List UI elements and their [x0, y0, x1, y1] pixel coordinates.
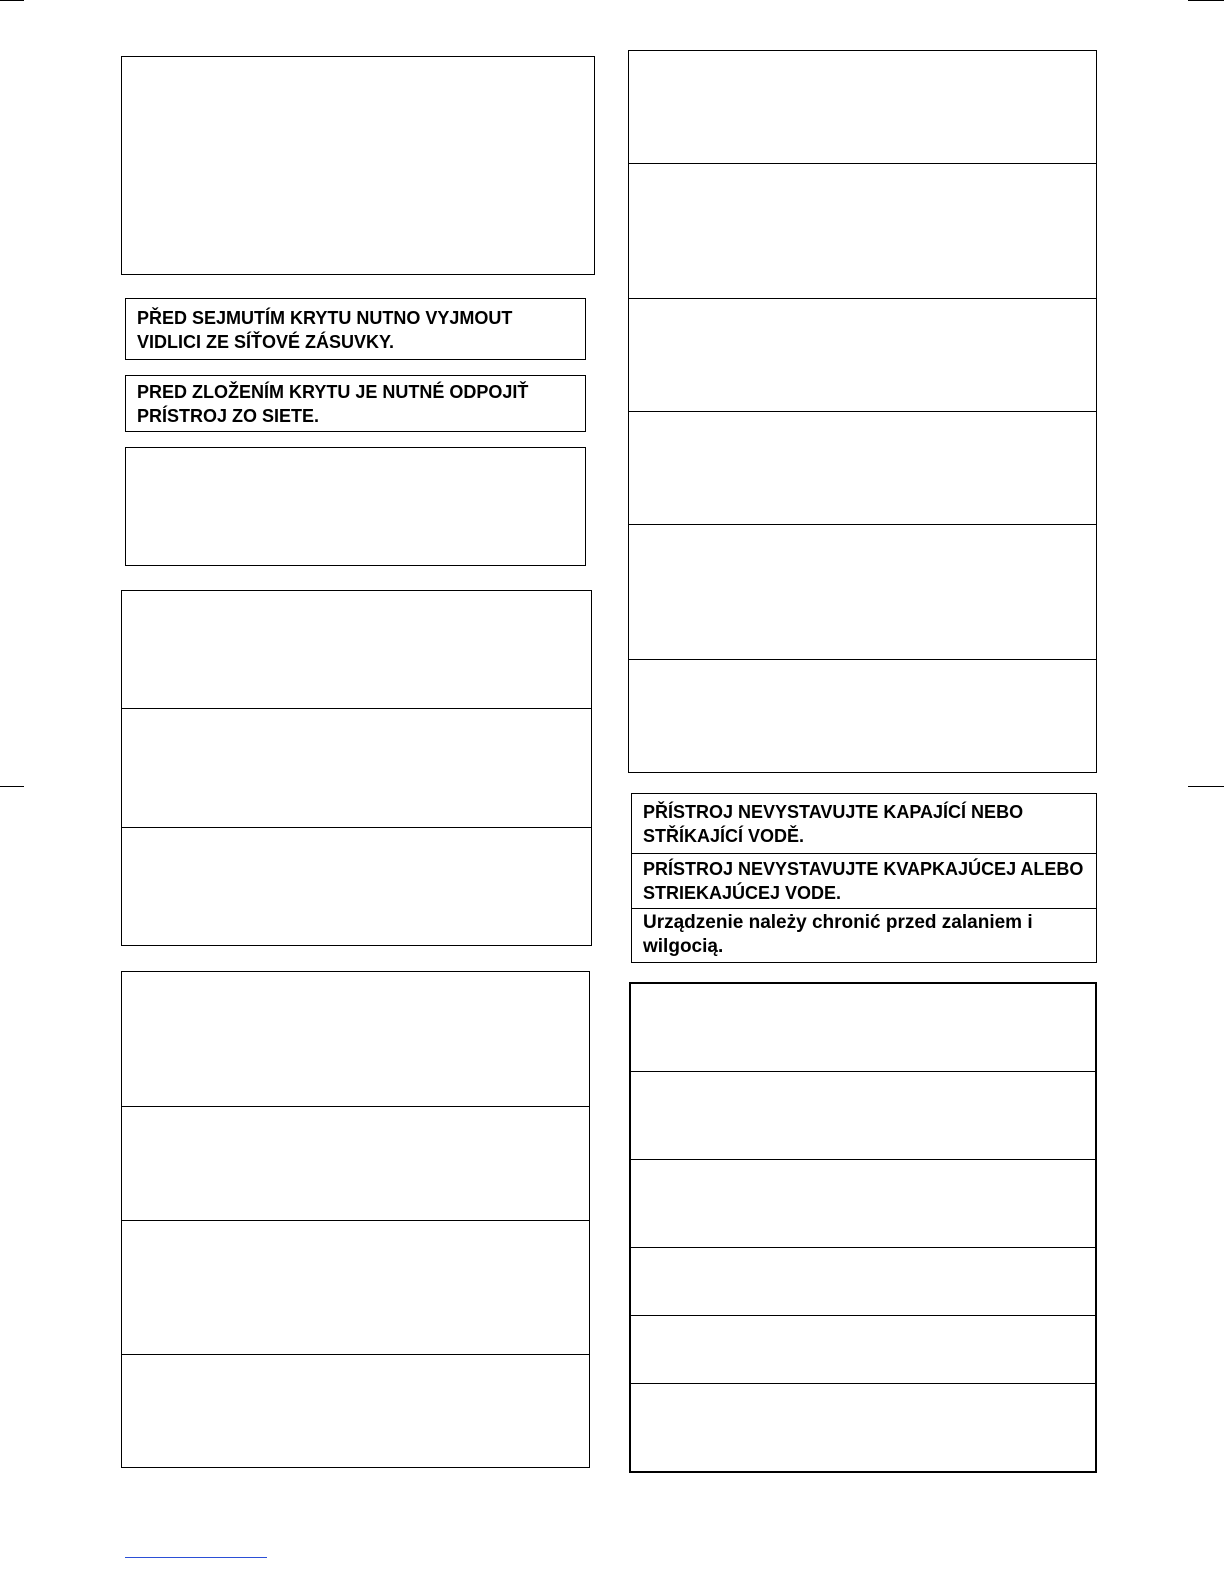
- table-row-divider: [629, 298, 1096, 299]
- table-row-divider: [631, 1247, 1095, 1248]
- notice-cz-water: [632, 794, 1096, 853]
- table-row-divider: [631, 1159, 1095, 1160]
- notice-cz-cover-line1: PŘED SEJMUTÍM KRYTU NUTNO VYJMOUT: [137, 308, 513, 328]
- table-row-divider: [629, 163, 1096, 164]
- table-row-divider: [631, 1315, 1095, 1316]
- table-row-divider: [629, 659, 1096, 660]
- table-row-divider: [631, 1383, 1095, 1384]
- notice-pl-water: [632, 908, 1096, 962]
- notice-cz-cover: [125, 298, 586, 360]
- notice-sk-cover-line2: PRÍSTROJ ZO SIETE.: [137, 406, 320, 426]
- empty-table-left-bottom: [121, 971, 590, 1468]
- table-row-divider: [631, 1071, 1095, 1072]
- crop-mark-mid-right: [1188, 786, 1224, 787]
- crop-mark-mid-left: [0, 786, 24, 787]
- notice-cz-cover-line2: VIDLICI ZE SÍŤOVÉ ZÁSUVKY.: [137, 332, 395, 352]
- notice-pl-water-line1: Urządzenie należy chronić przed zalaniem i: [643, 912, 1033, 933]
- empty-table-right-top: [628, 50, 1097, 773]
- table-row-divider: [122, 1220, 589, 1221]
- table-row-divider: [629, 524, 1096, 525]
- empty-table-right-bottom: [629, 982, 1097, 1473]
- crop-mark-top-left: [0, 0, 24, 1]
- table-row-divider: [122, 1354, 589, 1355]
- table-row-divider: [122, 827, 591, 828]
- footer-rule: [125, 1557, 267, 1558]
- table-row-divider: [122, 1106, 589, 1107]
- notice-cz-water-line2: STŘÍKAJÍCÍ VODĚ.: [643, 826, 805, 846]
- notice-sk-cover-line1: PRED ZLOŽENÍM KRYTU JE NUTNÉ ODPOJIŤ: [137, 382, 529, 402]
- notice-sk-water-line2: STRIEKAJÚCEJ VODE.: [643, 883, 842, 903]
- empty-box-left-small: [125, 447, 586, 566]
- empty-table-left-middle: [121, 590, 592, 946]
- notice-sk-water-line1: PRÍSTROJ NEVYSTAVUJTE KVAPKAJÚCEJ ALEBO: [643, 859, 1084, 879]
- notice-pl-water-line2: wilgocią.: [643, 936, 724, 957]
- table-row-divider: [122, 708, 591, 709]
- notice-water-table: [631, 793, 1097, 963]
- notice-sk-water: [632, 853, 1096, 908]
- crop-mark-top-right: [1188, 0, 1224, 1]
- notice-sk-cover: [125, 375, 586, 432]
- table-row-divider: [629, 411, 1096, 412]
- empty-box-top-left: [121, 56, 595, 275]
- notice-cz-water-line1: PŘÍSTROJ NEVYSTAVUJTE KAPAJÍCÍ NEBO: [643, 802, 1024, 822]
